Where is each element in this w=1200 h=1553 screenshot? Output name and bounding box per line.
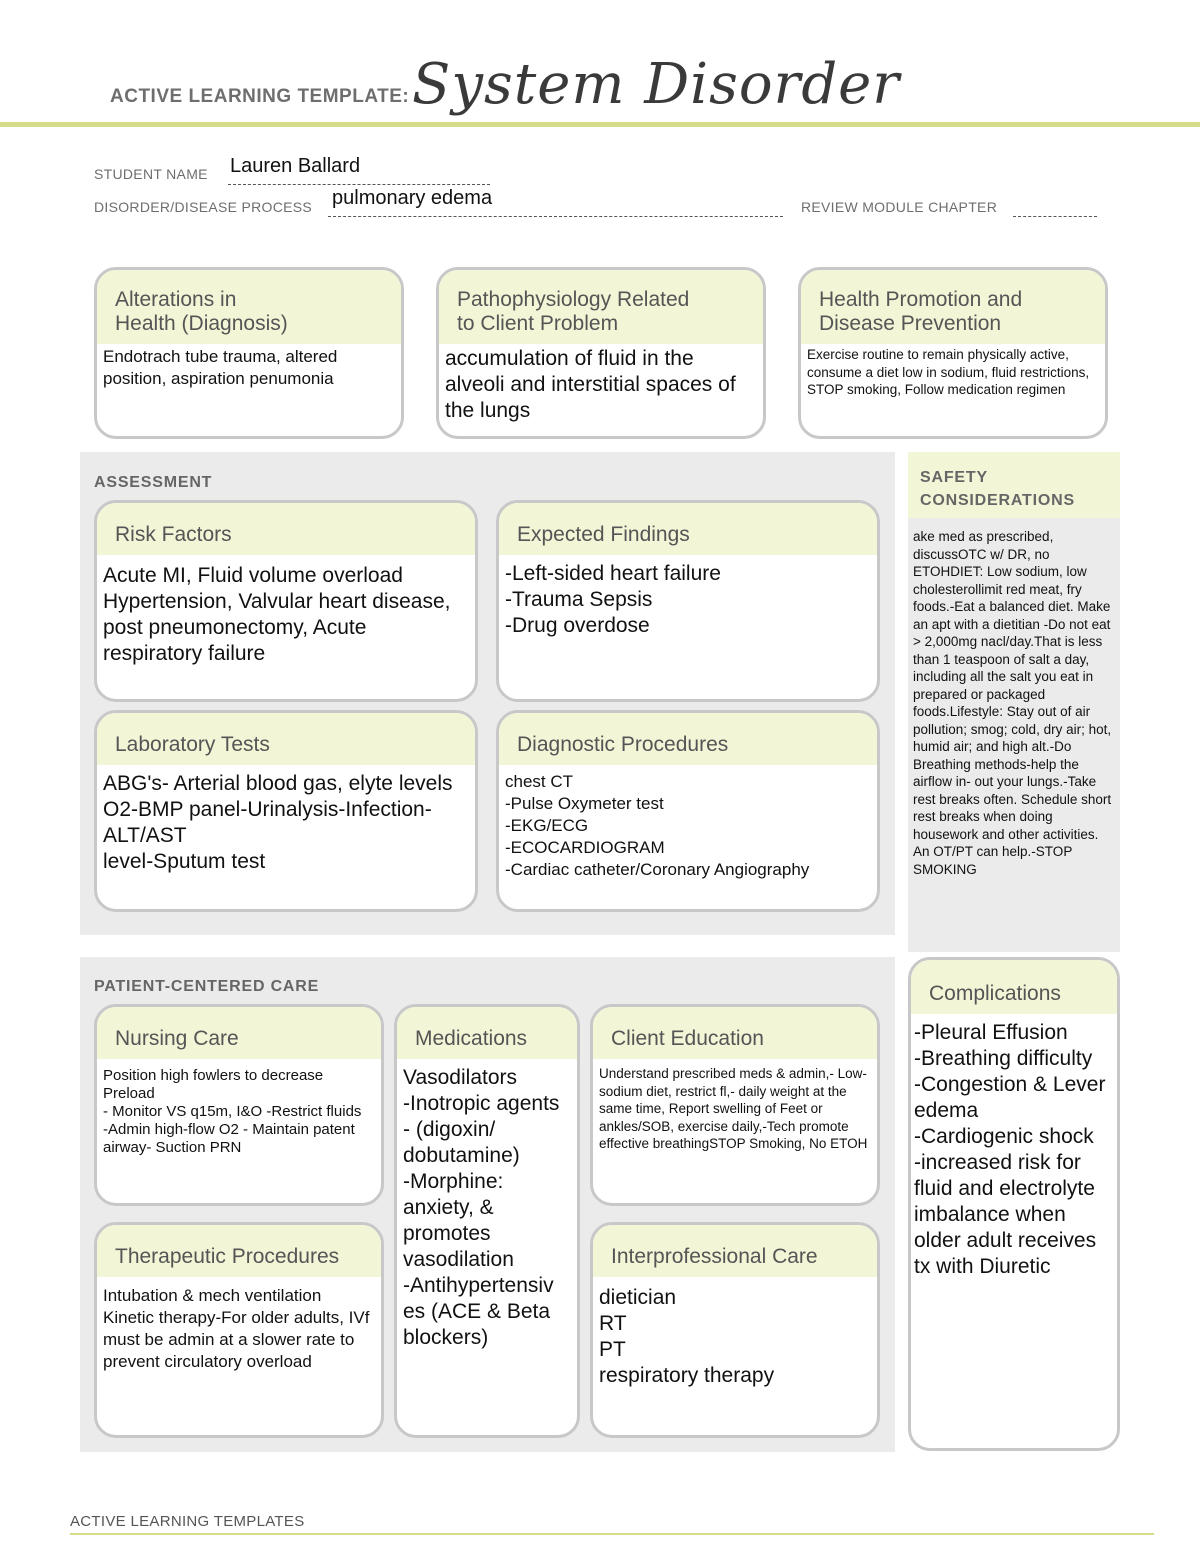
lab-tests-title: Laboratory Tests [97, 713, 475, 765]
assessment-heading: ASSESSMENT [94, 474, 213, 491]
disorder-value: pulmonary edema [332, 187, 493, 209]
footer-divider [70, 1533, 1154, 1535]
header-divider [0, 122, 1200, 127]
client-education-card [590, 1004, 880, 1206]
alterations-card [94, 267, 404, 439]
footer-label: ACTIVE LEARNING TEMPLATES [70, 1513, 305, 1530]
complications-title: Complications [911, 960, 1117, 1014]
review-module-field[interactable] [1013, 198, 1097, 217]
alterations-title: Alterations in Health (Diagnosis) [97, 270, 401, 344]
expected-findings-title: Expected Findings [499, 503, 877, 555]
disorder-field[interactable] [328, 187, 783, 217]
pathophysiology-card [436, 267, 766, 439]
complications-card [908, 957, 1120, 1451]
patient-care-heading: PATIENT-CENTERED CARE [94, 978, 320, 995]
diagnostic-procedures-text: chest CT -Pulse Oxymeter test -EKG/ECG -ECOCARDIOGRAM -Cardiac catheter/Coronary Angiography [505, 772, 810, 879]
risk-factors-card [94, 500, 478, 702]
safety-text: ake med as prescribed, discussOTC w/ DR, no ETOHDIET: Low sodium, low cholesterollimit red meat, fry foods.-Eat a balanced diet. Make an apt with a dietitian -Do not eat > 2,000mg nacl/day.That is less than 1 teaspoon of salt a day, including all the salt you eat in prepared or packaged foods.Lifestyle: Stay out of air pollution; smog; cold, dry air; hot, humid air; and high alt.-Do Breathing methods-help the airflow in- out your lungs.-Take rest breaks often. Schedule short rest breaks when doing housework and other activities. An OT/PT can help.-STOP SMOKING [913, 529, 1112, 877]
medications-card [394, 1004, 580, 1438]
disorder-label: DISORDER/DISEASE PROCESS [94, 199, 313, 215]
safety-heading: SAFETY CONSIDERATIONS [908, 452, 1120, 518]
lab-tests-text: ABG's- Arterial blood gas, elyte levels O2-BMP panel-Urinalysis-Infection-ALT/AST level-Sputum test [103, 772, 453, 873]
expected-findings-text: -Left-sided heart failure -Trauma Sepsis -Drug overdose [505, 562, 721, 637]
interprofessional-care-text: dietician RT PT respiratory therapy [599, 1286, 775, 1387]
page-title: System Disorder [412, 52, 901, 117]
nursing-care-title: Nursing Care [97, 1007, 381, 1059]
complications-text: -Pleural Effusion -Breathing difficulty -Congestion & Lever edema -Cardiogenic shock -increased risk for fluid and electrolyte imbalance when older adult receives tx with Diuretic [914, 1021, 1106, 1278]
alterations-text: Endotrach tube trauma, altered position, aspiration penumonia [103, 347, 338, 388]
student-name-field[interactable] [228, 155, 490, 185]
health-promotion-text: Exercise routine to remain physically active, consume a diet low in sodium, fluid restrictions, STOP smoking, Follow medication regimen [807, 347, 1090, 397]
student-name-label: STUDENT NAME [94, 166, 208, 182]
therapeutic-procedures-title: Therapeutic Procedures [97, 1225, 381, 1277]
therapeutic-procedures-card [94, 1222, 384, 1438]
safety-section [908, 452, 1120, 952]
nursing-care-text: Position high fowlers to decrease Preload - Monitor VS q15m, I&O -Restrict fluids -Admin high-flow O2 - Maintain patent airway- Suction PRN [103, 1067, 362, 1156]
client-education-text: Understand prescribed meds & admin,- Low- sodium diet, restrict fl,- daily weight at the same time, Report swelling of Feet or ankles/SOB, exercise daily,-Tech promote effective breathingSTOP Smoking, No ETOH [599, 1066, 868, 1151]
review-module-label: REVIEW MODULE CHAPTER [801, 199, 998, 215]
medications-title: Medications [397, 1007, 577, 1059]
diagnostic-procedures-card [496, 710, 880, 912]
medications-text: Vasodilators -Inotropic agents - (digoxin/ dobutamine) -Morphine: anxiety, & promotes vasodilation -Antihypertensiv es (ACE & Beta blockers) [403, 1066, 560, 1349]
risk-factors-text: Acute MI, Fluid volume overload Hypertension, Valvular heart disease, post pneumonectomy, Acute respiratory failure [103, 564, 451, 665]
client-education-title: Client Education [593, 1007, 877, 1059]
lab-tests-card [94, 710, 478, 912]
template-label: ACTIVE LEARNING TEMPLATE: [110, 86, 410, 107]
pathophysiology-text: accumulation of fluid in the alveoli and interstitial spaces of the lungs [445, 347, 736, 422]
therapeutic-procedures-text: Intubation & mech ventilation Kinetic therapy-For older adults, IVf must be admin at a slower rate to prevent circulatory overload [103, 1286, 370, 1371]
health-promotion-title: Health Promotion and Disease Prevention [801, 270, 1105, 344]
health-promotion-card [798, 267, 1108, 439]
interprofessional-care-card [590, 1222, 880, 1438]
expected-findings-card [496, 500, 880, 702]
risk-factors-title: Risk Factors [97, 503, 475, 555]
student-name-value: Lauren Ballard [230, 155, 361, 177]
nursing-care-card [94, 1004, 384, 1206]
interprofessional-care-title: Interprofessional Care [593, 1225, 877, 1277]
diagnostic-procedures-title: Diagnostic Procedures [499, 713, 877, 765]
pathophysiology-title: Pathophysiology Related to Client Problem [439, 270, 763, 344]
